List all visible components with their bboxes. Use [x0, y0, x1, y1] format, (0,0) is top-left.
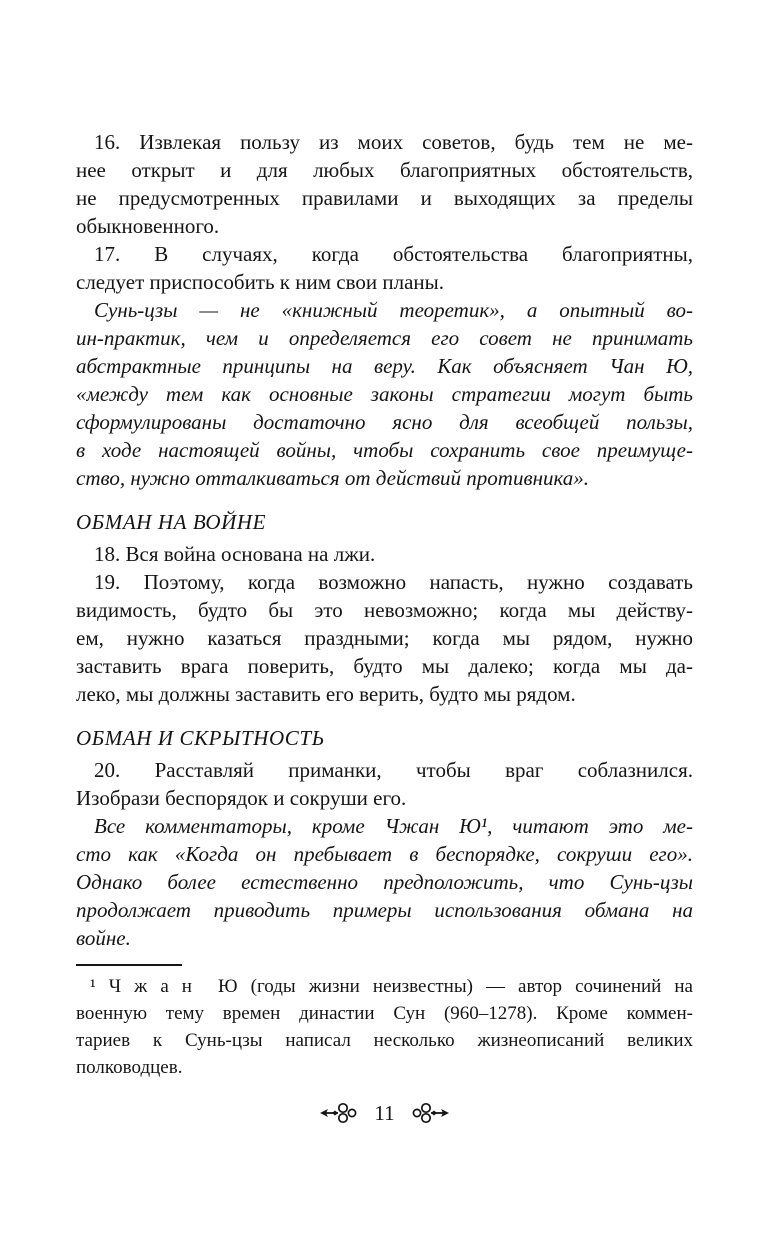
commentary-block: [76, 812, 693, 952]
commentary-block: [76, 296, 693, 492]
text-line: 16. Извлекая пользу из моих советов, будь тем не ме-: [94, 130, 693, 154]
text-line: Однако более естественно предположить, что Сунь-цзы: [76, 870, 693, 894]
paragraph-block: [76, 568, 693, 708]
text-line: Все комментаторы, кроме Чжан Ю¹, читают это ме-: [94, 814, 693, 838]
section-heading: ОБМАН И СКРЫТНОСТЬ: [76, 726, 325, 750]
text-line: 17. В случаях, когда обстоятельства благоприятны,: [94, 242, 693, 266]
paragraph-block: [76, 756, 693, 812]
paragraph-block: [76, 540, 693, 568]
text-line: абстрактные принципы на веру. Как объясняет Чан Ю,: [76, 354, 693, 378]
text-line: «между тем как основные законы стратегии могут быть: [76, 382, 693, 406]
fleuron-right-icon: [410, 1101, 450, 1125]
page-footer: [76, 1101, 693, 1125]
text-line: войне.: [76, 926, 131, 950]
text-line: 20. Расставляй приманки, чтобы враг соблазнился.: [94, 758, 693, 782]
text-line: следует приспособить к ним свои планы.: [76, 270, 444, 294]
text-line: не предусмотренных правилами и выходящих за пределы: [76, 186, 693, 210]
fleuron-left-icon: [319, 1101, 359, 1125]
text-line: видимость, будто бы это невозможно; когда мы действу-: [76, 598, 693, 622]
text-line: сформулированы достаточно ясно для всеобщей пользы,: [76, 410, 693, 434]
text-line: сто как «Когда он пребывает в беспорядке, сокруши его».: [76, 842, 693, 866]
page-text: [76, 128, 693, 952]
paragraph-block: [76, 240, 693, 296]
text-line: нее открыт и для любых благоприятных обстоятельств,: [76, 158, 693, 182]
text-line: в ходе настоящей войны, чтобы сохранить свое преимуще-: [76, 438, 693, 462]
text-line: обыкновенного.: [76, 214, 220, 238]
text-line: 19. Поэтому, когда возможно напасть, нужно создавать: [94, 570, 693, 594]
section-heading: ОБМАН НА ВОЙНЕ: [76, 510, 267, 534]
text-line: Изобрази беспорядок и сокруши его.: [76, 786, 407, 810]
text-line: заставить врага поверить, будто мы далеко; когда мы да-: [76, 654, 693, 678]
footnote-line: ¹ Ч ж а н Ю (годы жизни неизвестны) — автор сочинений на: [90, 976, 693, 997]
footnote-line: полководцев.: [76, 1057, 183, 1078]
footnote-line: военную тему времен династии Сун (960–1278). Кроме коммен-: [76, 1003, 693, 1024]
text-line: ин-практик, чем и определяется его совет не принимать: [76, 326, 693, 350]
text-line: 18. Вся война основана на лжи.: [94, 542, 376, 566]
text-line: продолжает приводить примеры использования обмана на: [76, 898, 693, 922]
text-line: ем, нужно казаться праздными; когда мы рядом, нужно: [76, 626, 693, 650]
text-line: Сунь-цзы — не «книжный теоретик», а опытный во-: [94, 298, 693, 322]
footnote-line: тариев к Сунь-цзы написал несколько жизнеописаний великих: [76, 1030, 693, 1051]
page-number: 11: [374, 1101, 395, 1125]
text-line: леко, мы должны заставить его верить, будто мы рядом.: [76, 682, 576, 706]
footnote-section: [76, 964, 693, 1081]
text-line: ство, нужно отталкиваться от действий противника».: [76, 466, 590, 490]
paragraph-block: [76, 128, 693, 240]
footnote-separator: [76, 964, 182, 966]
footnote-text: [76, 973, 693, 1081]
